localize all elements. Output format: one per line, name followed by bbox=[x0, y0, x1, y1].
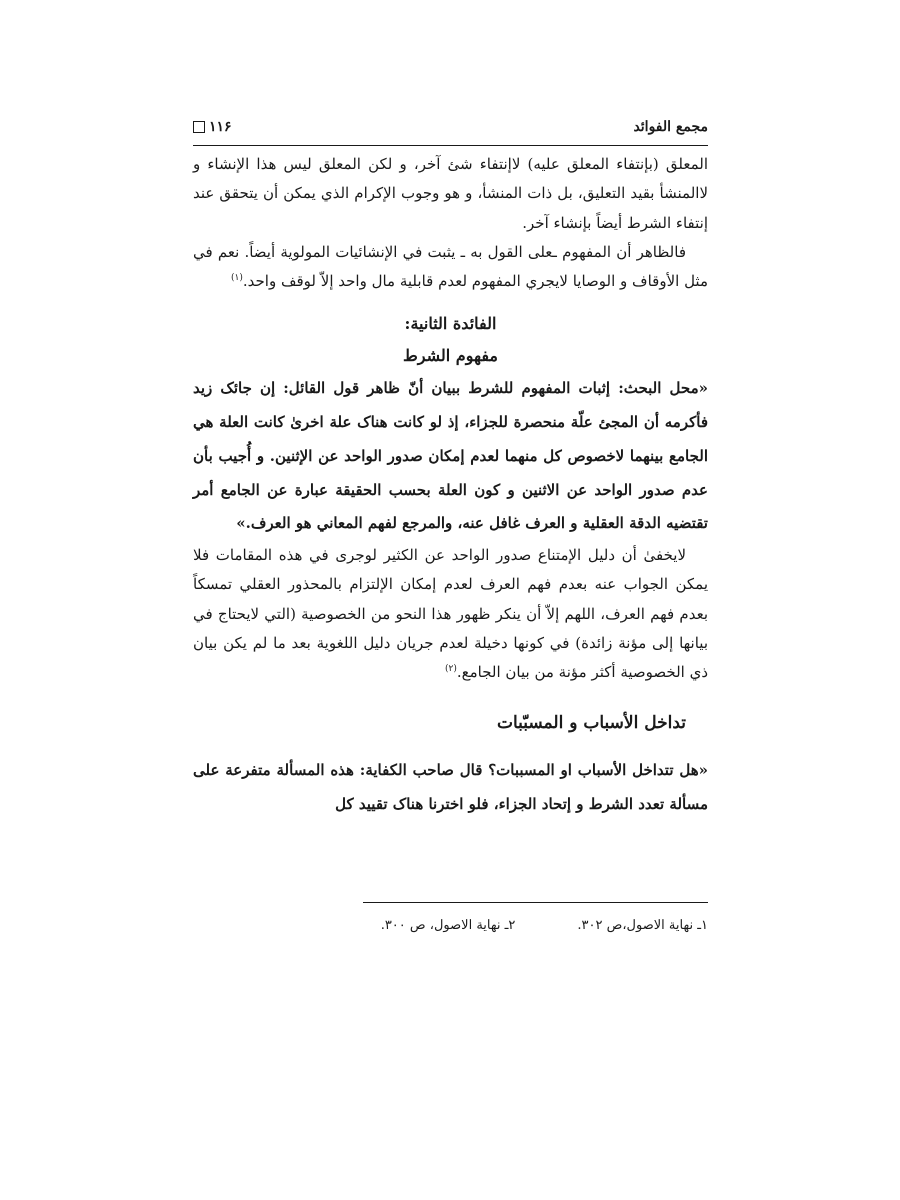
paragraph-1 bbox=[193, 150, 708, 238]
section-title: تداخل الأسباب و المسبّبات bbox=[496, 713, 686, 734]
paragraph-1-text: المعلق (بإنتفاء المعلق عليه) لاإنتفاء شئ آخر، و لكن المعلق ليس هذا الإنشاء و لاالمنشأ بقيد التعليق، بل ذات المنشأ، و هو وجوب الإكرام الذي يمكن أن يتحقق عند إنتفاء الشرط أيضاً بإنشاء آخر. bbox=[193, 155, 708, 232]
page-header bbox=[193, 110, 708, 144]
section-heading bbox=[193, 308, 708, 372]
footnote-ref-2: (۲) bbox=[444, 664, 457, 674]
footnote-rule bbox=[363, 902, 708, 903]
page-number-group bbox=[193, 119, 232, 135]
footnote-1: ۱ـ نهاية الاصول،ص ۳۰۲. bbox=[577, 918, 708, 933]
footnote-2: ۲ـ نهاية الاصول، ص ۳۰۰. bbox=[380, 918, 516, 933]
footnote-ref-1: (۱) bbox=[231, 273, 243, 283]
quote-block-2: «هل تتداخل الأسباب او المسببات؟ قال صاحب الكفاية: هذه المسألة متفرعة على مسألة تعدد الشرط و إتحاد الجزاء، فلو اخترنا هناک تقييد كل bbox=[193, 761, 708, 814]
footnotes bbox=[300, 918, 708, 933]
page-number: ۱۱۶ bbox=[209, 119, 232, 135]
square-icon bbox=[193, 121, 205, 133]
page-body bbox=[193, 150, 708, 822]
running-title: مجمع الفوائد bbox=[633, 119, 708, 135]
heading-benefit-title: الفائدة الثانية: bbox=[404, 314, 497, 334]
paragraph-2 bbox=[193, 238, 708, 297]
paragraph-3 bbox=[193, 541, 708, 687]
paragraph-3-text: لايخفىٰ أن دليل الإمتناع صدور الواحد عن الكثير لوجرى في هذه المقامات فلا يمكن الجواب عنه بعدم فهم العرف لعدم إمكان الإلتزام بالمحذور العقلي تمسكاً بعدم فهم العرف، اللهم إلاّ أن ينكر ظهور هذا النحو من الخصوصية (التي لايحتاج في بيانها إلى مؤنة زائدة) في كونها دخيلة لعدم جريان دليل اللغوية بعد ما لم يكن بيان ذي الخصوصية أكثر مؤنة من بيان الجامع. bbox=[193, 546, 708, 681]
quote-block-1: «محل البحث: إثبات المفهوم للشرط ببيان أنّ ظاهر قول القائل: إن جائک زيد فأكرمه أن المجئ علّة منحصرة للجزاء، إذ لو كانت هناک علة اخرىٰ كانت العلة هي الجامع بينهما لاخصوص كل منهما لعدم إمكان صدور الواحد عن الإثنين. و أُجيب بأن عدم صدور الواحد عن الاثنين و كون العلة بحسب الحقيقة عبارة عن الجامع أمر تقتضيه الدقة العقلية و العرف غافل عنه، والمرجع لفهم المعاني هو العرف.» bbox=[193, 379, 708, 533]
heading-topic-title: مفهوم الشرط bbox=[403, 346, 498, 366]
paragraph-2-text: فالظاهر أن المفهوم ـعلى القول به ـ يثبت في الإنشائيات المولوية أيضاً. نعم في مثل الأوقاف و الوصايا لايجري المفهوم لعدم قابلية مال واحد إلاّ لوقف واحد. bbox=[193, 242, 708, 290]
header-rule bbox=[193, 145, 708, 146]
